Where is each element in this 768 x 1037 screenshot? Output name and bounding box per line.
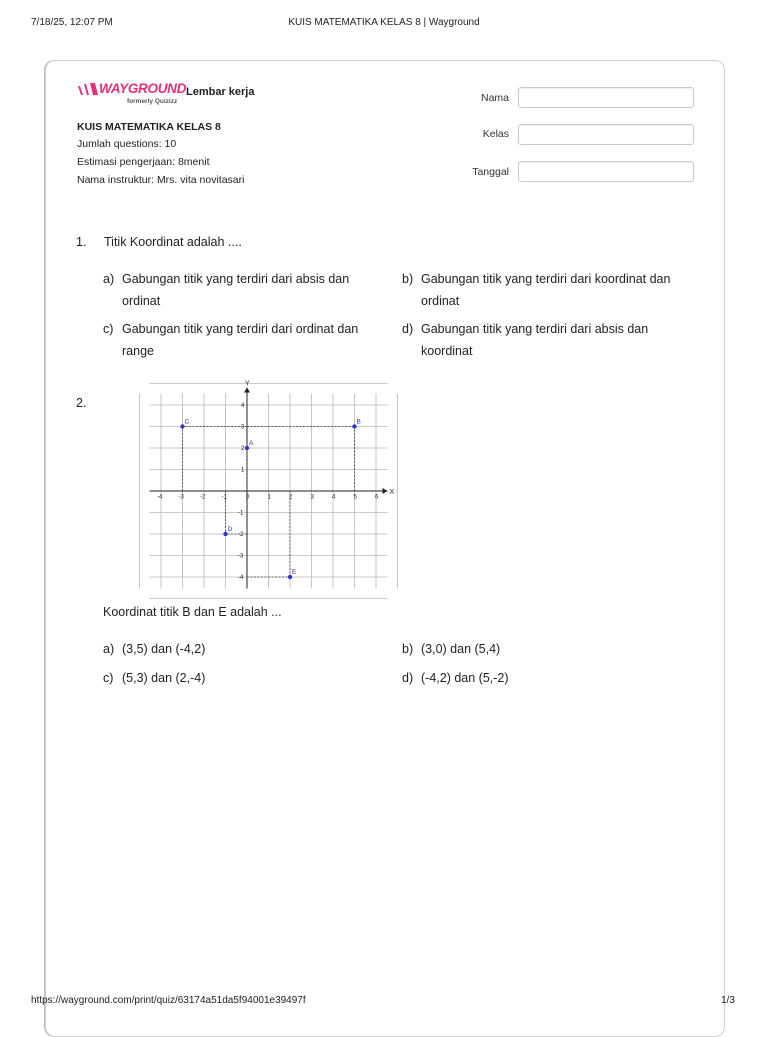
print-page-title: KUIS MATEMATIKA KELAS 8 | Wayground <box>288 17 480 28</box>
q2-option-b[interactable] <box>402 638 687 660</box>
y-tick-label: 4 <box>241 403 245 409</box>
x-tick-label: 3 <box>310 494 314 501</box>
y-tick-label: -1 <box>238 510 244 517</box>
y-tick-label: -4 <box>238 575 244 581</box>
q1-option-c[interactable] <box>103 318 388 362</box>
q1-text: Titik Koordinat adalah .... <box>104 235 242 249</box>
option-text-cont: koordinat <box>421 344 473 358</box>
q1-option-a[interactable] <box>103 268 388 312</box>
q2-option-c[interactable] <box>103 667 388 689</box>
option-text-cont: ordinat <box>122 294 161 308</box>
x-tick-label: -1 <box>221 494 227 501</box>
option-text: (3,0) dan (5,4) <box>421 642 501 656</box>
print-page-number: 1/3 <box>721 995 735 1006</box>
option-text: Gabungan titik yang terdiri dari absis dan <box>122 272 350 286</box>
x-tick-label: 0 <box>246 494 250 501</box>
option-letter: d) <box>402 322 414 336</box>
option-text: Gabungan titik yang terdiri dari absis dan <box>421 322 649 336</box>
date-field[interactable] <box>518 161 694 182</box>
logo-wordmark: WAYGROUND <box>99 81 187 96</box>
y-tick-label: 3 <box>241 424 245 431</box>
option-letter: b) <box>402 272 414 286</box>
x-tick-label: -3 <box>178 494 184 501</box>
x-axis-arrow-icon <box>383 488 388 494</box>
q2-option-d[interactable] <box>402 667 687 689</box>
point-label-E: E <box>292 569 297 576</box>
option-letter: a) <box>103 272 115 286</box>
option-text: Gabungan titik yang terdiri dari koordinat dan <box>421 272 671 286</box>
q2-number: 2. <box>76 396 87 410</box>
option-letter: a) <box>103 642 115 656</box>
question-count: Jumlah questions: 10 <box>77 138 177 150</box>
x-tick-label: 1 <box>267 494 271 501</box>
option-letter: b) <box>402 642 414 656</box>
x-tick-label: -2 <box>200 494 206 501</box>
worksheet-label: Lembar kerja <box>186 86 255 98</box>
y-tick-label: 1 <box>241 467 245 474</box>
q1-option-d[interactable] <box>402 318 687 362</box>
point-label-B: B <box>356 418 361 426</box>
name-label: Nama <box>480 92 509 104</box>
option-letter: d) <box>402 671 414 685</box>
y-tick-label: -2 <box>238 532 244 538</box>
y-axis-label: Y <box>245 380 250 388</box>
coordinate-graph <box>104 380 395 591</box>
option-letter: c) <box>103 322 114 336</box>
x-tick-label: 6 <box>375 494 379 501</box>
q1-number: 1. <box>76 235 87 249</box>
x-tick-label: -4 <box>157 494 163 501</box>
class-field[interactable] <box>518 124 694 145</box>
x-axis-label: X <box>389 489 395 496</box>
wayground-logo <box>77 81 187 111</box>
q2-text: Koordinat titik B dan E adalah ... <box>103 605 282 619</box>
y-tick-label: 2 <box>241 446 245 452</box>
point-label-D: D <box>227 526 233 533</box>
instructor-name: Nama instruktur: Mrs. vita novitasari <box>77 174 245 186</box>
y-axis-arrow-icon <box>244 388 250 393</box>
option-letter: c) <box>103 671 114 685</box>
option-text: (5,3) dan (2,-4) <box>122 671 206 685</box>
point-label-C: C <box>184 418 190 426</box>
name-field[interactable] <box>518 87 694 108</box>
option-text: (3,5) dan (-4,2) <box>122 642 206 656</box>
print-url: https://wayground.com/print/quiz/63174a51da5f94001e39497f <box>31 995 306 1006</box>
x-tick-label: 5 <box>353 494 357 501</box>
date-label: Tanggal <box>472 166 509 178</box>
print-datetime: 7/18/25, 12:07 PM <box>31 17 113 28</box>
option-text: Gabungan titik yang terdiri dari ordinat dan <box>122 322 359 336</box>
y-tick-label: -3 <box>238 553 244 560</box>
q1-option-b[interactable] <box>402 268 687 312</box>
option-text: (-4,2) dan (5,-2) <box>421 671 509 685</box>
logo-subtitle: formerly Quizizz <box>127 98 178 105</box>
worksheet-title: KUIS MATEMATIKA KELAS 8 <box>77 121 221 133</box>
x-tick-label: 2 <box>289 494 293 501</box>
wayground-mark-icon <box>77 83 99 97</box>
point-label-A: A <box>249 440 254 447</box>
class-label: Kelas <box>482 128 509 140</box>
option-text-cont: ordinat <box>421 294 460 308</box>
time-estimate: Estimasi pengerjaan: 8menit <box>77 156 210 168</box>
worksheet-card <box>45 60 725 1037</box>
option-text-cont: range <box>122 344 154 358</box>
q2-option-a[interactable] <box>103 638 388 660</box>
x-tick-label: 4 <box>332 494 336 501</box>
